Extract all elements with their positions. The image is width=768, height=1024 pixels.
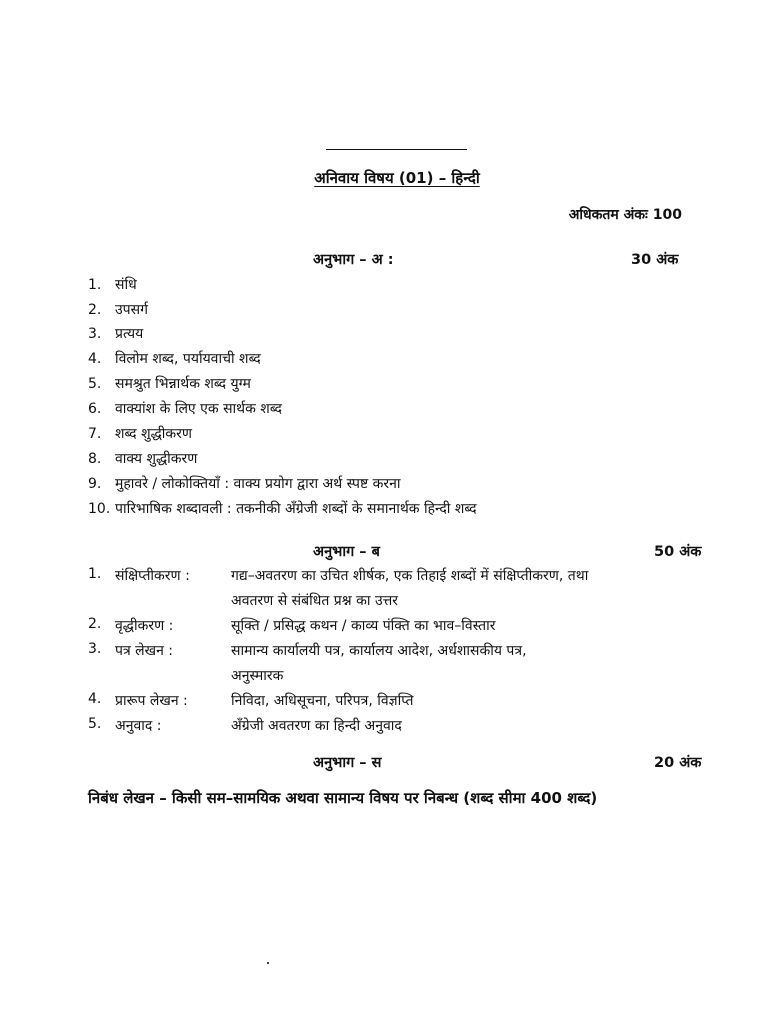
item-label: प्रारूप लेखन : bbox=[115, 693, 188, 709]
item-number: 9. bbox=[88, 476, 102, 492]
stray-dot-mark bbox=[267, 962, 269, 964]
item-description: सूक्ति / प्रसिद्ध कथन / काव्य पंक्ति का भाव–विस्तार bbox=[231, 618, 496, 634]
item-text: शब्द शुद्धीकरण bbox=[115, 426, 192, 442]
item-number: 4. bbox=[88, 351, 102, 367]
item-description: सामान्य कार्यालयी पत्र, कार्यालय आदेश, अर्धशासकीय पत्र, bbox=[231, 643, 527, 659]
top-rule-divider bbox=[326, 149, 467, 150]
item-number: 7. bbox=[88, 426, 102, 442]
section-c-heading: अनुभाग – स bbox=[313, 755, 382, 771]
max-marks: अधिकतम अंकः 100 bbox=[568, 207, 682, 223]
item-text: प्रत्यय bbox=[115, 326, 144, 342]
section-c-marks: 20 अंक bbox=[654, 755, 702, 771]
section-b-heading: अनुभाग – ब bbox=[313, 544, 380, 560]
item-text: विलोम शब्द, पर्यायवाची शब्द bbox=[115, 351, 261, 367]
page-title-text: अनिवाय विषय (01) – हिन्दी bbox=[314, 169, 480, 187]
item-number: 1. bbox=[88, 277, 102, 293]
section-a-item bbox=[88, 349, 261, 368]
item-number: 3. bbox=[88, 326, 102, 342]
item-number: 3. bbox=[88, 641, 102, 657]
item-label: संक्षिप्तीकरण : bbox=[115, 568, 190, 584]
item-number: 8. bbox=[88, 451, 102, 467]
item-number: 2. bbox=[88, 616, 102, 632]
section-b-marks: 50 अंक bbox=[654, 544, 702, 560]
item-number: 2. bbox=[88, 302, 102, 318]
section-a-item bbox=[88, 424, 192, 443]
item-label: वृद्धीकरण : bbox=[115, 618, 174, 634]
item-text: वाक्यांश के लिए एक सार्थक शब्द bbox=[115, 401, 282, 417]
section-a-item bbox=[88, 300, 148, 319]
section-a-item bbox=[88, 324, 143, 343]
item-description: गद्य–अवतरण का उचित शीर्षक, एक तिहाई शब्दों में संक्षिप्तीकरण, तथा bbox=[231, 568, 589, 584]
item-description: निविदा, अधिसूचना, परिपत्र, विज्ञप्ति bbox=[231, 693, 414, 709]
item-text: मुहावरे / लोकोक्तियाँ : वाक्य प्रयोग द्वारा अर्थ स्पष्ट करना bbox=[115, 476, 401, 492]
item-text: पारिभाषिक शब्दावली : तकनीकी अँग्रेजी शब्दों के समानार्थक हिन्दी शब्द bbox=[115, 501, 477, 517]
section-a-marks: 30 अंक bbox=[631, 252, 679, 268]
item-text: समश्रुत भिन्नार्थक शब्द युग्म bbox=[115, 376, 251, 392]
item-description: अँग्रेजी अवतरण का हिन्दी अनुवाद bbox=[231, 718, 402, 734]
section-a-item bbox=[88, 374, 251, 393]
section-a-item bbox=[88, 399, 282, 418]
item-description: अनुस्मारक bbox=[231, 668, 284, 684]
section-a-heading: अनुभाग – अ : bbox=[313, 252, 394, 268]
item-number: 5. bbox=[88, 376, 102, 392]
page-title bbox=[0, 168, 768, 188]
section-a-item bbox=[88, 474, 401, 493]
section-a-item bbox=[88, 449, 197, 468]
section-a-item bbox=[88, 275, 137, 294]
item-text: वाक्य शुद्धीकरण bbox=[115, 451, 198, 467]
essay-instruction: निबंध लेखन – किसी सम–सामयिक अथवा सामान्य विषय पर निबन्ध (शब्द सीमा 400 शब्द) bbox=[88, 789, 598, 807]
item-number: 4. bbox=[88, 691, 102, 707]
section-a-item bbox=[88, 499, 477, 518]
item-number: 10. bbox=[88, 501, 111, 517]
item-number: 1. bbox=[88, 566, 102, 582]
item-text: संधि bbox=[115, 277, 137, 293]
item-number: 6. bbox=[88, 401, 102, 417]
item-number: 5. bbox=[88, 716, 102, 732]
item-label: अनुवाद : bbox=[115, 718, 162, 734]
item-label: पत्र लेखन : bbox=[115, 643, 174, 659]
item-description: अवतरण से संबंधित प्रश्न का उत्तर bbox=[231, 593, 399, 609]
item-text: उपसर्ग bbox=[115, 302, 148, 318]
